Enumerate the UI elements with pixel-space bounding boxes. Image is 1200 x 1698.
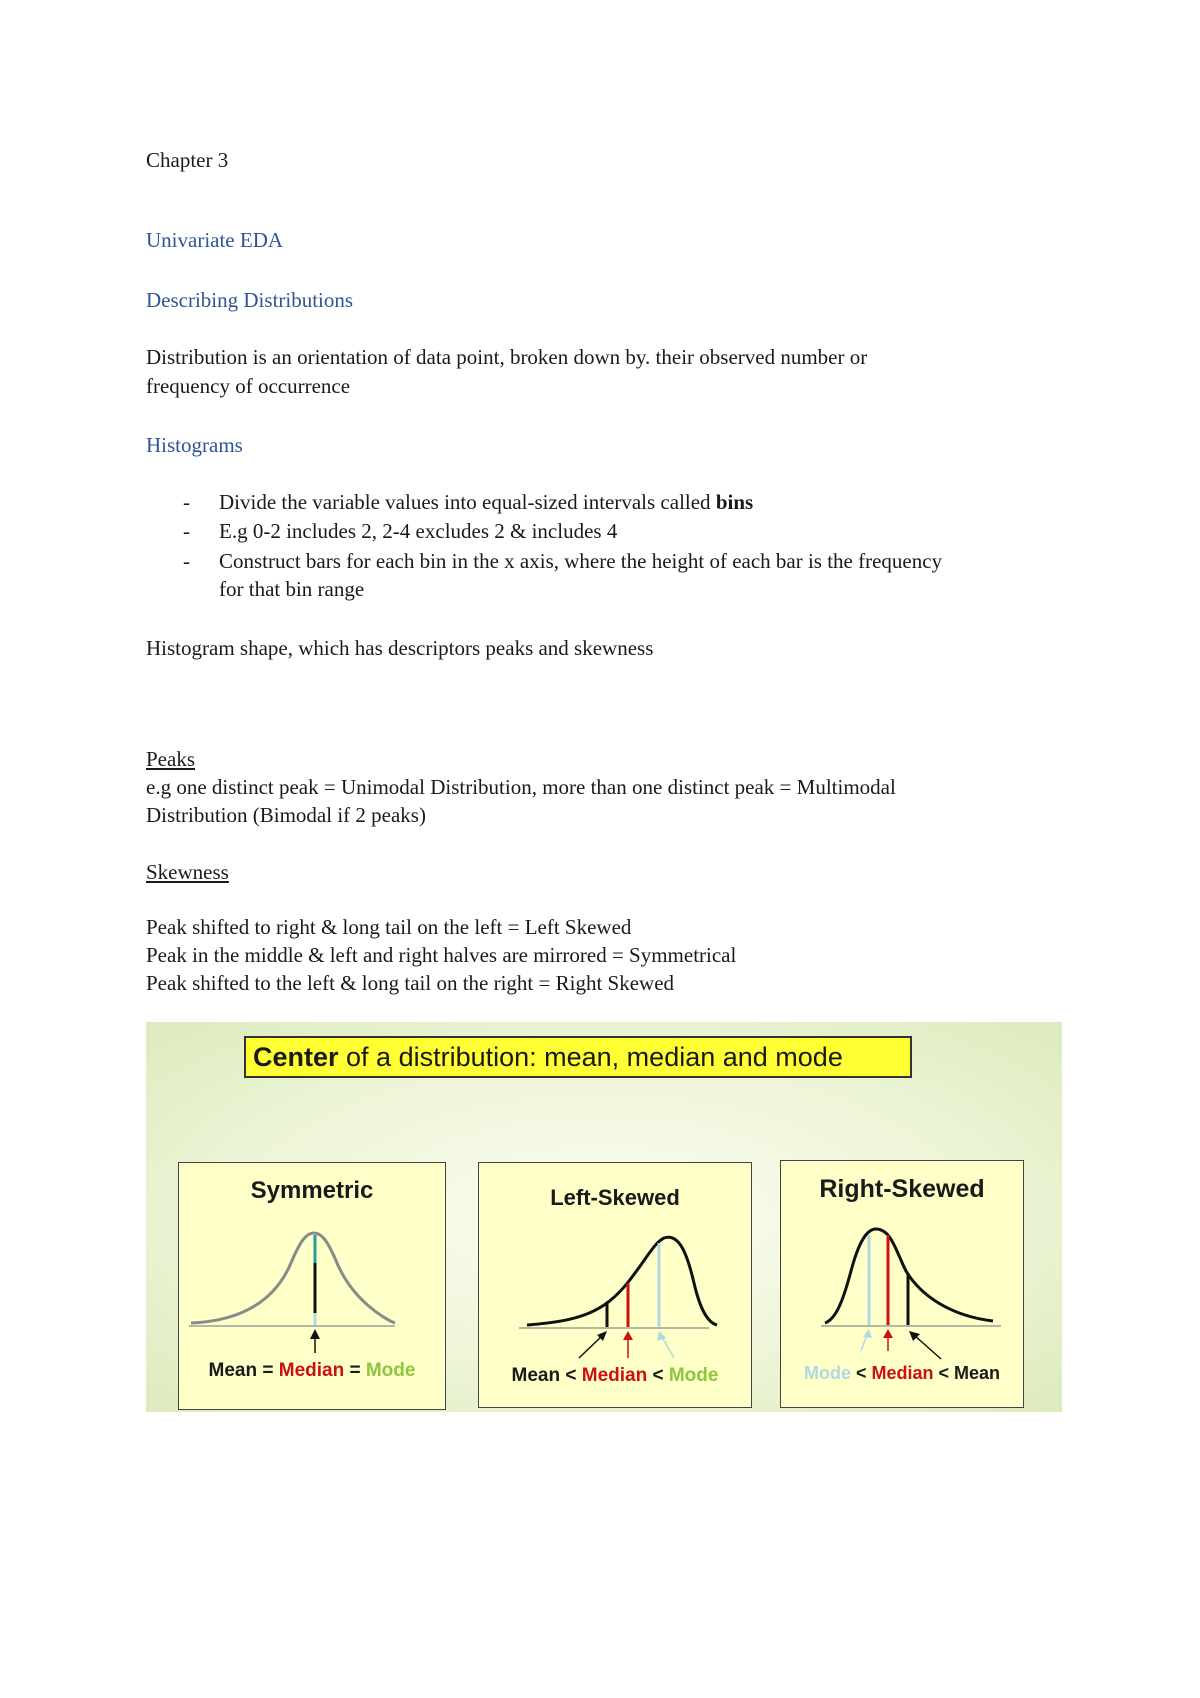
bullet-1-bold: bins [715, 490, 754, 514]
bullet-marker: - [183, 519, 190, 543]
bullet-2: E.g 0-2 includes 2, 2-4 excludes 2 & includes 4 [219, 519, 618, 543]
subsection-heading: Describing Distributions [146, 288, 354, 312]
panel-symmetric-title: Symmetric [250, 1177, 374, 1204]
mode-text: Mode [365, 1360, 416, 1381]
skewness-line1: Peak shifted to right & long tail on the left = Left Skewed [146, 915, 632, 939]
median-text: Median [581, 1365, 648, 1386]
bullet-3-line2: for that bin range [219, 577, 365, 601]
less-than-sign: < [647, 1365, 669, 1386]
histogram-shape-text: Histogram shape, which has descriptors peaks and skewness [146, 636, 654, 660]
figure-title-rest: of a distribution: mean, median and mode [338, 1042, 843, 1072]
less-than-sign: < [850, 1363, 872, 1383]
bullet-1 [219, 488, 753, 516]
panel-right-skewed [780, 1160, 1024, 1408]
peaks-line2: Distribution (Bimodal if 2 peaks) [146, 803, 426, 827]
mean-text: Mean [208, 1360, 258, 1381]
figure-title-bold: Center [253, 1042, 339, 1072]
panel-right-skewed-title: Right-Skewed [819, 1175, 985, 1203]
skewness-heading: Skewness [146, 860, 229, 884]
equals-sign: = [257, 1360, 279, 1381]
skewness-line3: Peak shifted to the left & long tail on the right = Right Skewed [146, 971, 675, 995]
bullet-marker: - [183, 549, 190, 573]
mean-text: Mean [511, 1365, 561, 1386]
peaks-line1: e.g one distinct peak = Unimodal Distribution, more than one distinct peak = Multimodal [146, 775, 896, 799]
panel-symmetric [178, 1162, 446, 1410]
center-of-distribution-figure [146, 1022, 1062, 1412]
mode-text: Mode [668, 1365, 719, 1386]
mean-text: Mean [954, 1363, 1001, 1383]
mode-text: Mode [803, 1363, 851, 1383]
bullet-3-line1: Construct bars for each bin in the x axis, where the height of each bar is the frequency [219, 549, 943, 573]
median-text: Median [871, 1363, 934, 1383]
section-heading: Univariate EDA [146, 228, 284, 252]
histograms-heading: Histograms [146, 433, 243, 457]
bullet-marker: - [183, 490, 190, 514]
figure-title [244, 1036, 912, 1078]
median-text: Median [278, 1360, 345, 1381]
right-skewed-label [781, 1363, 1023, 1384]
skewness-line2: Peak in the middle & left and right halves are mirrored = Symmetrical [146, 943, 737, 967]
equals-sign: = [344, 1360, 366, 1381]
less-than-sign: < [560, 1365, 582, 1386]
distribution-definition-line1: Distribution is an orientation of data point, broken down by. their observed number or [146, 345, 868, 369]
peaks-heading: Peaks [146, 747, 195, 771]
panel-left-skewed-title: Left-Skewed [550, 1185, 680, 1210]
bullet-1-text: Divide the variable values into equal-sized intervals called [219, 490, 716, 514]
less-than-sign: < [933, 1363, 955, 1383]
distribution-definition-line2: frequency of occurrence [146, 374, 351, 398]
symmetric-label [179, 1360, 445, 1382]
left-skewed-label [479, 1365, 751, 1387]
panel-left-skewed [478, 1162, 752, 1408]
chapter-label: Chapter 3 [146, 148, 229, 172]
